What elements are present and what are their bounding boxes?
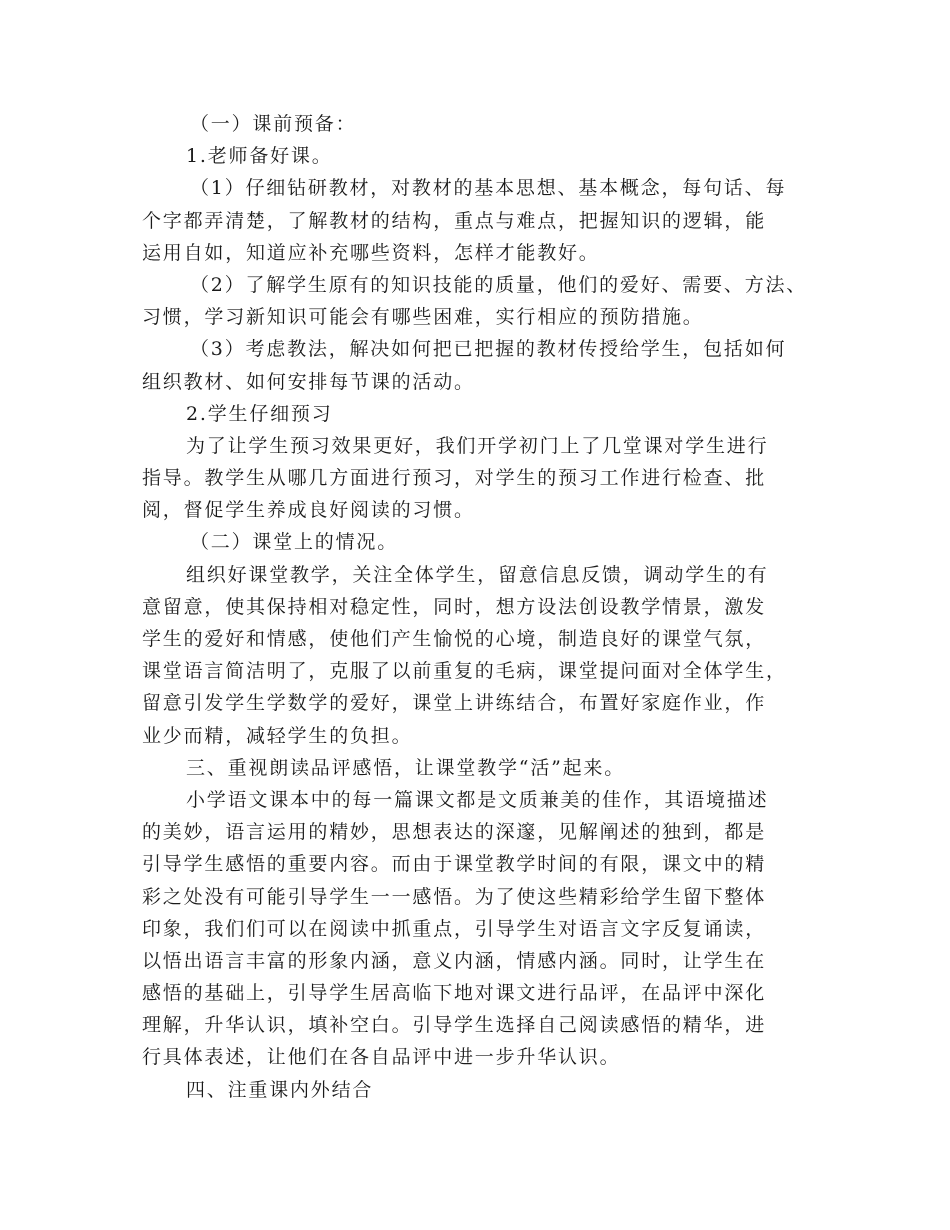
paragraph-line: 运用自如，知道应补充哪些资料，怎样才能教好。 xyxy=(142,241,600,264)
paragraph-line: 为了让学生预习效果更好，我们开学初门上了几堂课对学生进行 xyxy=(186,434,769,457)
section-heading: 三、重视朗读品评感悟，让课堂教学“活”起来。 xyxy=(186,756,626,779)
paragraph-line: 组织教材、如何安排每节课的活动。 xyxy=(142,370,475,393)
section-heading: （一）课前预备： xyxy=(190,113,357,135)
paragraph-line: 印象，我们们可以在阅读中抓重点，引导学生对语言文字反复诵读， xyxy=(142,917,767,940)
paragraph-line: 理解，升华认识，填补空白。引导学生选择自己阅读感悟的精华，进 xyxy=(142,1014,767,1037)
subheading: 2.学生仔细预习 xyxy=(186,402,333,425)
paragraph-line: 习惯，学习新知识可能会有哪些困难，实行相应的预防措施。 xyxy=(142,306,704,329)
document-body xyxy=(142,108,812,1106)
paragraph-line: 指导。教学生从哪几方面进行预习，对学生的预习工作进行检查、批 xyxy=(142,467,767,490)
paragraph-line: 的美妙，语言运用的精妙，思想表达的深邃，见解阐述的独到，都是 xyxy=(142,821,767,844)
section-heading: （二）课堂上的情况。 xyxy=(190,531,399,554)
paragraph-line: 以悟出语言丰富的形象内涵，意义内涵，情感内涵。同时，让学生在 xyxy=(142,949,767,972)
paragraph-line: 意留意，使其保持相对稳定性，同时，想方设法创设教学情景，激发 xyxy=(142,595,767,618)
paragraph-line: （1）仔细钻研教材，对教材的基本思想、基本概念，每句话、每 xyxy=(190,177,787,200)
paragraph-line: （3）考虑教法，解决如何把已把握的教材传授给学生，包括如何 xyxy=(190,338,787,361)
paragraph-line: 留意引发学生学数学的爱好，课堂上讲练结合，布置好家庭作业，作 xyxy=(142,692,767,715)
paragraph-line: 个字都弄清楚，了解教材的结构，重点与难点，把握知识的逻辑，能 xyxy=(142,209,767,232)
paragraph-line: 感悟的基础上，引导学生居高临下地对课文进行品评，在品评中深化 xyxy=(142,982,767,1005)
paragraph-line: 阅，督促学生养成良好阅读的习惯。 xyxy=(142,499,475,522)
paragraph-line: 小学语文课本中的每一篇课文都是文质兼美的佳作，其语境描述 xyxy=(186,788,769,811)
section-heading: 四、注重课内外结合 xyxy=(186,1078,374,1101)
paragraph-line: 行具体表述，让他们在各自品评中进一步升华认识。 xyxy=(142,1046,621,1069)
paragraph-line: 学生的爱好和情感，使他们产生愉悦的心境，制造良好的课堂气氛， xyxy=(142,628,767,650)
subheading: 1.老师备好课。 xyxy=(186,145,333,168)
paragraph-line: 业少而精，减轻学生的负担。 xyxy=(142,724,413,747)
paragraph-line: 引导学生感悟的重要内容。而由于课堂教学时间的有限，课文中的精 xyxy=(142,853,767,876)
paragraph-line: （2）了解学生原有的知识技能的质量，他们的爱好、需要、方法、 xyxy=(190,273,808,296)
paragraph-line: 彩之处没有可能引导学生一一感悟。为了使这些精彩给学生留下整体 xyxy=(142,885,767,908)
paragraph-line: 课堂语言简洁明了，克服了以前重复的毛病，课堂提问面对全体学生， xyxy=(142,660,787,683)
paragraph-line: 组织好课堂教学，关注全体学生，留意信息反馈，调动学生的有 xyxy=(186,563,769,586)
